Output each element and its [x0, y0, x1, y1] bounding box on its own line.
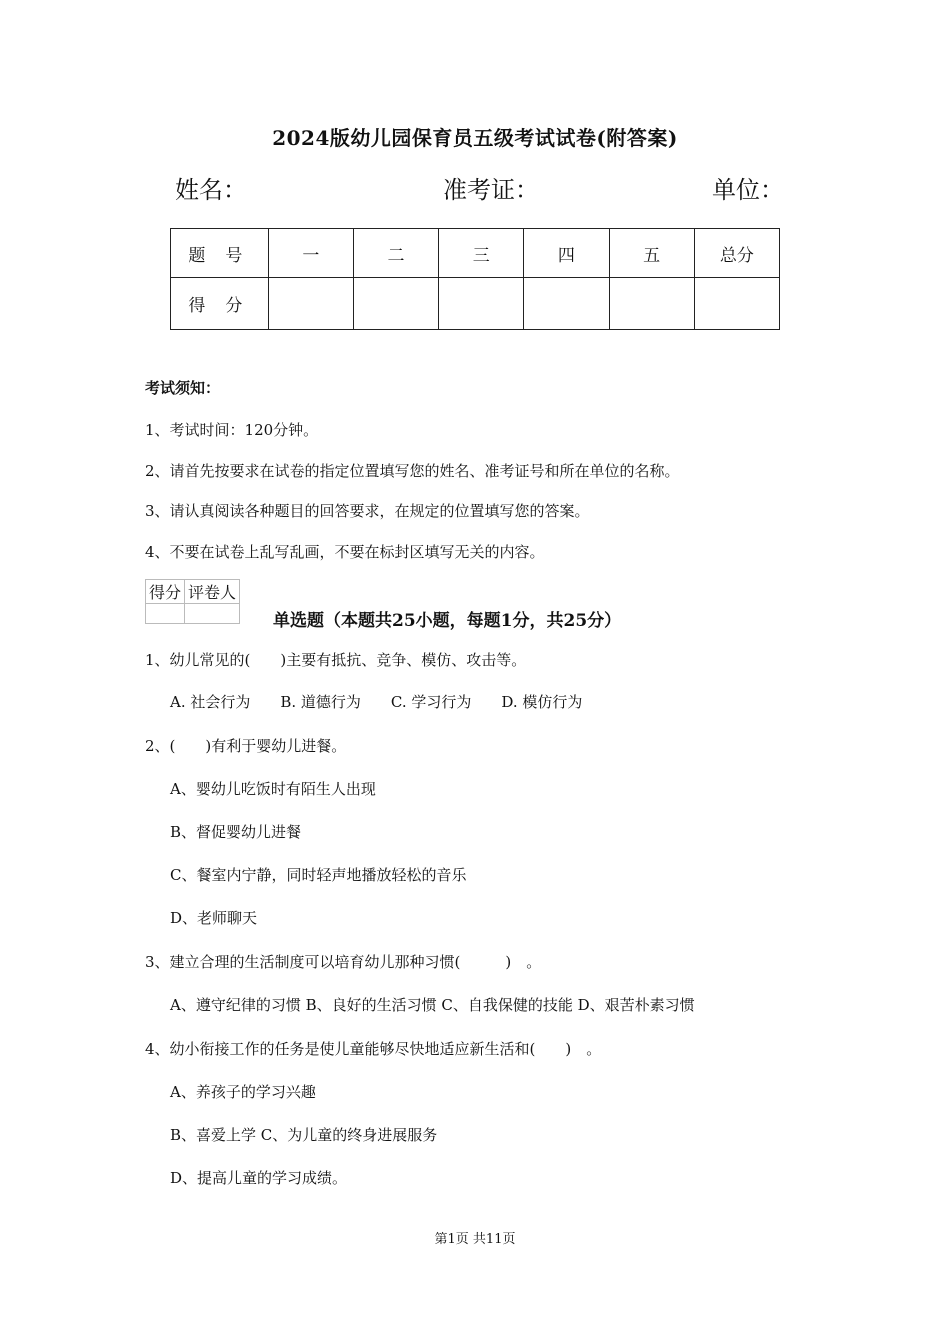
column-header-5: 五 [609, 229, 694, 278]
score-cell-3[interactable] [439, 278, 524, 330]
score-cell-2[interactable] [353, 278, 438, 330]
column-header-1: 一 [268, 229, 353, 278]
question-2: 2、( )有利于婴幼儿进餐。 [145, 737, 347, 755]
grader-box [145, 579, 240, 624]
unit-label: 单位： [712, 176, 784, 204]
score-cell-total[interactable] [694, 278, 779, 330]
question-4-option-d: D、提高儿童的学习成绩。 [170, 1169, 348, 1187]
notice-item-4: 4、不要在试卷上乱写乱画，不要在标封区填写无关的内容。 [145, 543, 545, 561]
grader-name-cell[interactable] [185, 604, 240, 624]
notice-item-2: 2、请首先按要求在试卷的指定位置填写您的姓名、准考证号和所在单位的名称。 [145, 462, 680, 480]
question-3-options: A、遵守纪律的习惯 B、良好的生活习惯 C、自我保健的技能 D、艰苦朴素习惯 [170, 996, 695, 1014]
question-4: 4、幼小衔接工作的任务是使儿童能够尽快地适应新生活和( ) 。 [145, 1040, 602, 1058]
score-cell-5[interactable] [609, 278, 694, 330]
score-cell-1[interactable] [268, 278, 353, 330]
question-1-options: A. 社会行为 B. 道德行为 C. 学习行为 D. 模仿行为 [170, 693, 583, 711]
score-table-score-row [171, 278, 780, 330]
question-4-option-b-c: B、喜爱上学 C、为儿童的终身进展服务 [170, 1126, 438, 1144]
score-row-label: 得分 [171, 278, 269, 330]
section-title: 单选题（本题共25小题，每题1分，共25分） [273, 611, 622, 631]
grader-name-label: 评卷人 [185, 580, 240, 604]
notice-title: 考试须知： [145, 379, 221, 397]
question-2-option-c: C、餐室内宁静，同时轻声地播放轻松的音乐 [170, 866, 467, 884]
notice-item-1: 1、考试时间：120分钟。 [145, 421, 319, 439]
question-3: 3、建立合理的生活制度可以培育幼儿那种习惯( ) 。 [145, 953, 542, 971]
question-number-header: 题号 [171, 229, 269, 278]
score-table [170, 228, 780, 330]
name-label: 姓名： [175, 176, 247, 204]
score-cell-4[interactable] [524, 278, 609, 330]
notice-item-3: 3、请认真阅读各种题目的回答要求，在规定的位置填写您的答案。 [145, 502, 590, 520]
question-1: 1、幼儿常见的( )主要有抵抗、竞争、模仿、攻击等。 [145, 651, 527, 669]
question-2-option-b: B、督促婴幼儿进餐 [170, 823, 302, 841]
question-4-option-a: A、养孩子的学习兴趣 [170, 1083, 316, 1101]
question-2-option-a: A、婴幼儿吃饭时有陌生人出现 [170, 780, 376, 798]
column-header-3: 三 [439, 229, 524, 278]
column-header-2: 二 [353, 229, 438, 278]
question-2-option-d: D、老师聊天 [170, 909, 258, 927]
grader-score-label: 得分 [146, 580, 185, 604]
page-footer: 第1页 共11页 [434, 1232, 516, 1247]
column-header-4: 四 [524, 229, 609, 278]
exam-number-label: 准考证： [443, 176, 539, 204]
grader-score-cell[interactable] [146, 604, 185, 624]
page-title: 2024版幼儿园保育员五级考试试卷(附答案) [272, 126, 678, 150]
score-table-header-row [171, 229, 780, 278]
column-header-total: 总分 [694, 229, 779, 278]
